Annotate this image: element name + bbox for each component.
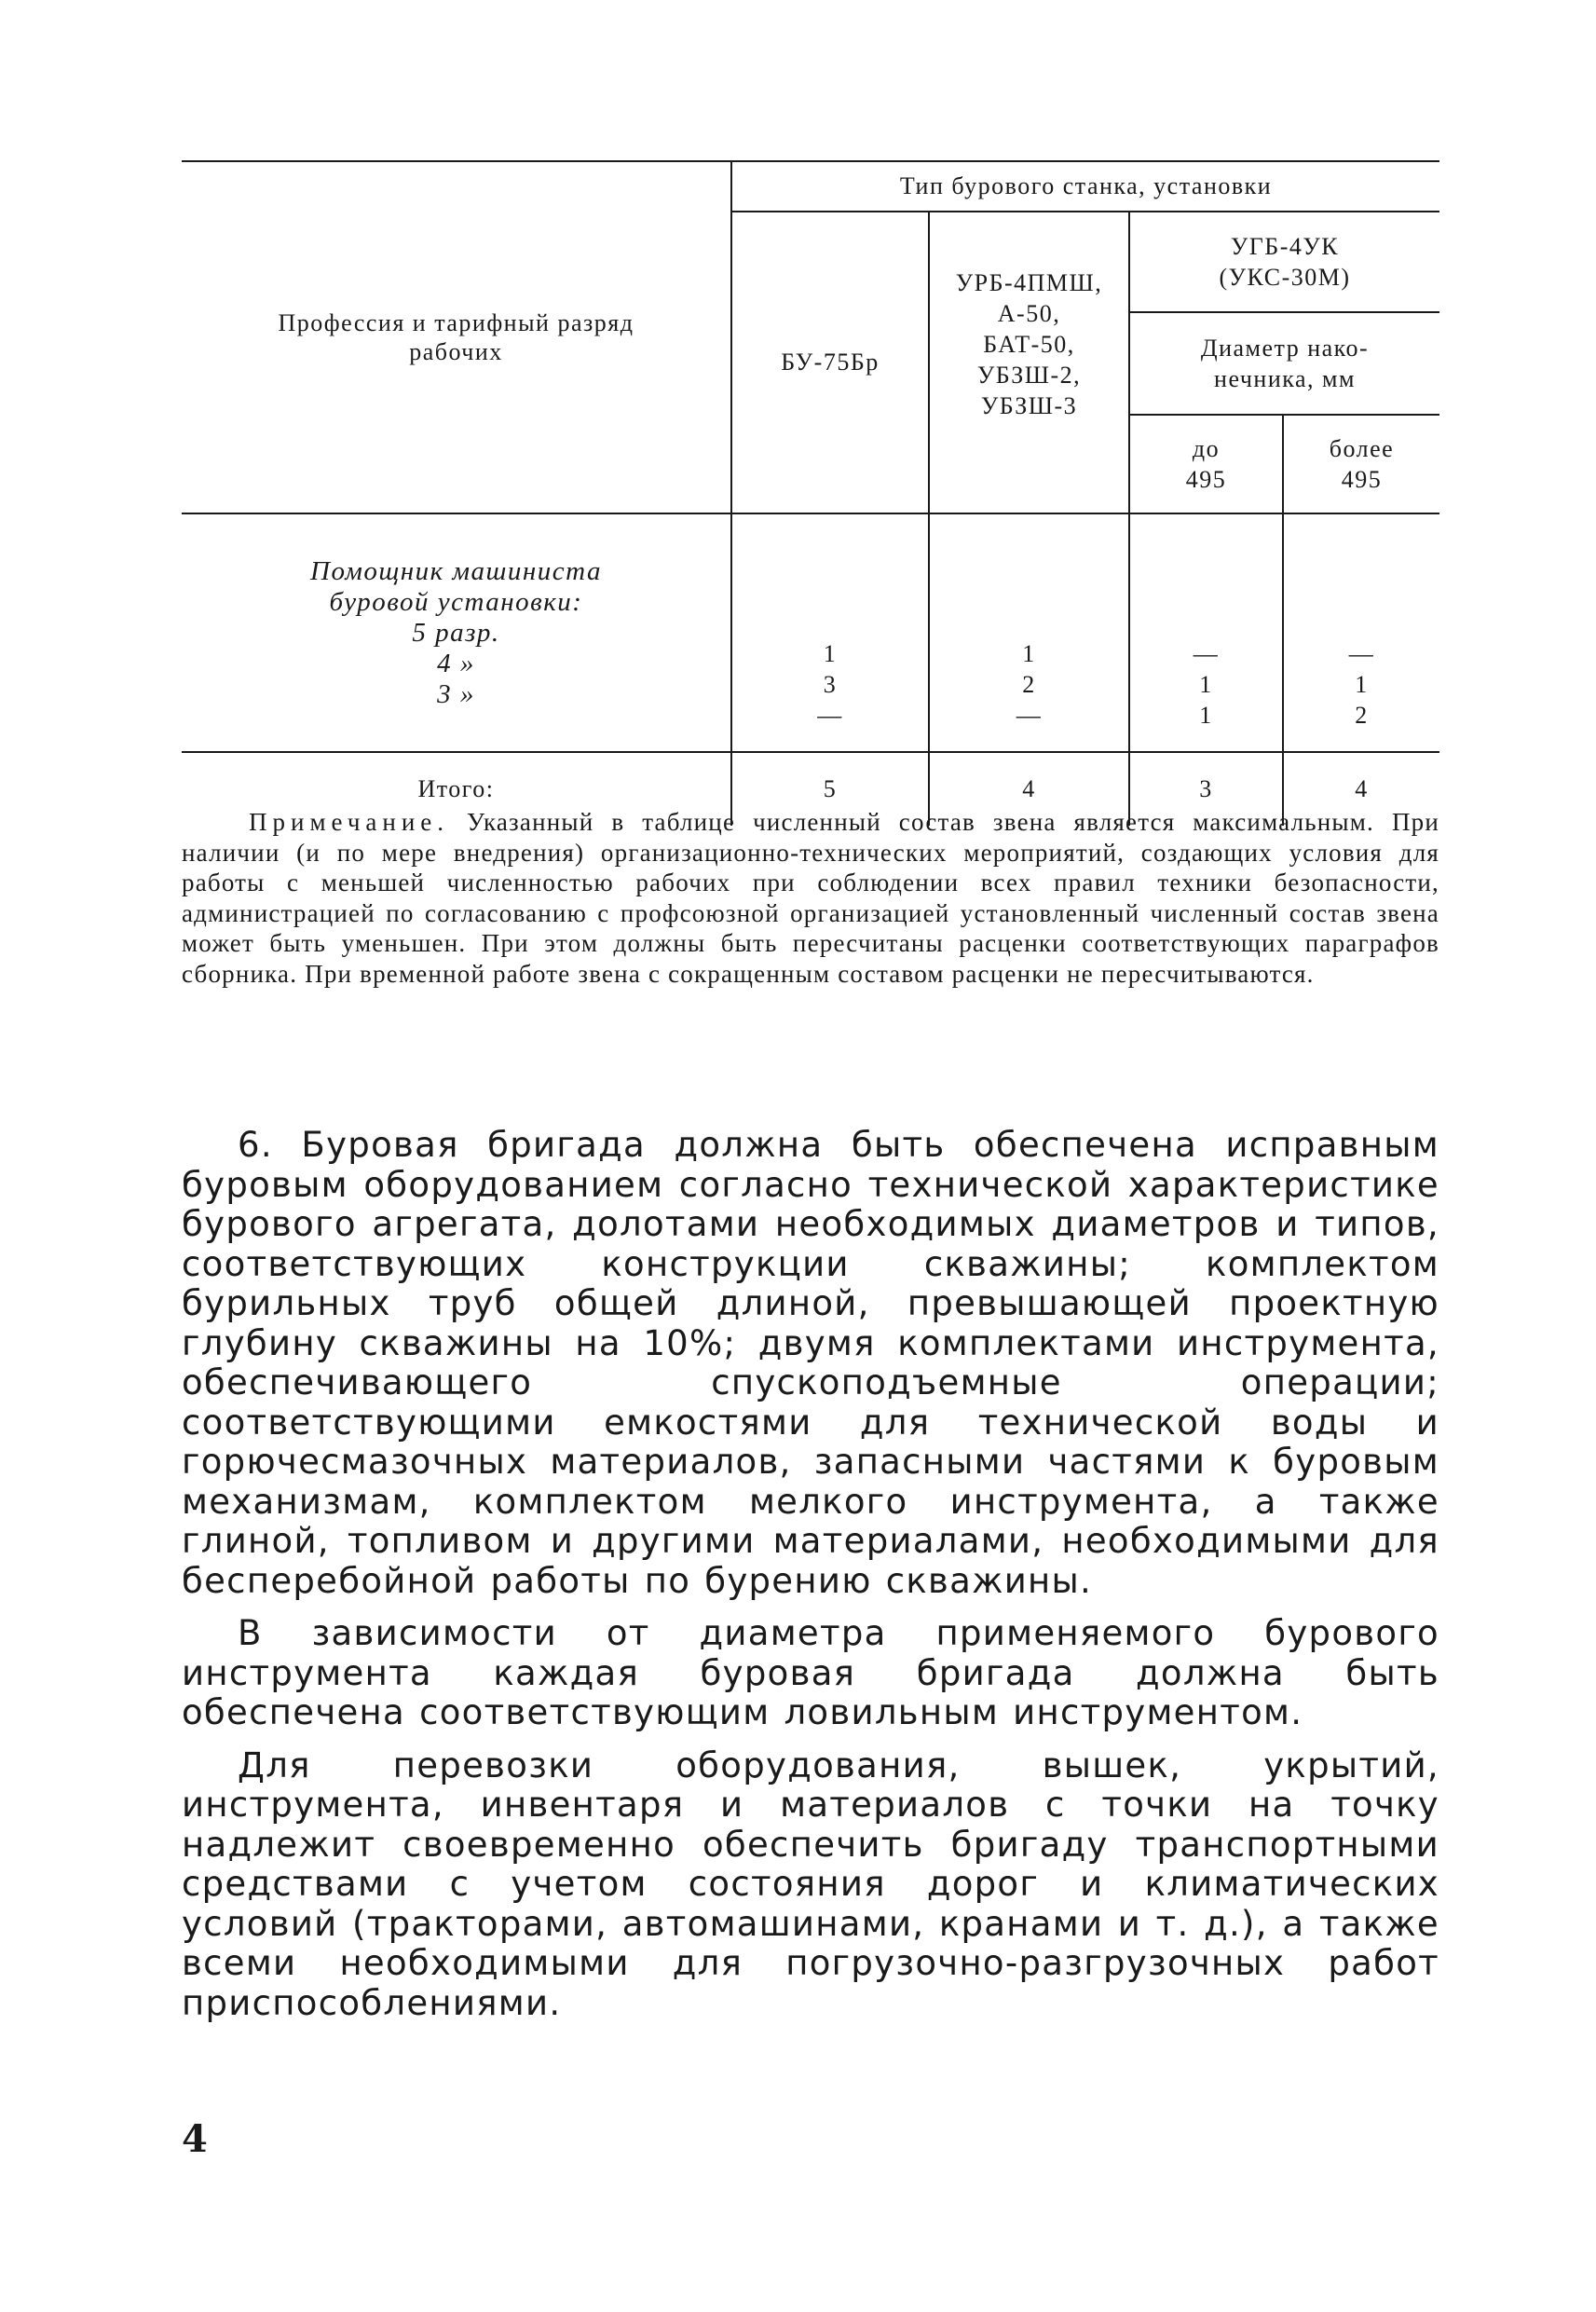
crew-composition-table — [182, 160, 1439, 826]
header-urb-line: А-50, — [997, 299, 1061, 327]
cell-value: — — [1016, 702, 1043, 729]
header-over-495 — [1283, 415, 1439, 513]
profession-grade: 3 » — [437, 678, 475, 709]
paragraph-transport: Для перевозки оборудования, вышек, укрытий, инструмента, инвентаря и материалов с точки на точку надлежит своевременно обеспечить бригаду транспортными средствами с учетом состояния дорог и климатических условий (тракторами, автомашинами, кранами и т. д.), а также всеми необходимыми для погрузочно-разгрузочных работ приспособлениями. — [182, 1744, 1439, 2023]
total-label: Итого: — [417, 775, 495, 803]
profession-grade: 5 разр. — [412, 617, 500, 648]
body-text — [182, 1126, 1439, 2036]
header-diameter-line: нечника, мм — [1214, 365, 1356, 392]
header-over-line: более — [1329, 435, 1395, 462]
header-diameter-line: Диаметр нако- — [1200, 335, 1370, 362]
header-urb-line: БАТ-50, — [983, 330, 1075, 358]
table-row — [182, 513, 1439, 752]
page-number: 4 — [182, 2117, 208, 2161]
data-bu75 — [731, 513, 929, 752]
header-bu75: БУ-75Бр — [731, 212, 929, 513]
cell-value: 2 — [1022, 671, 1036, 698]
data-upto-495 — [1129, 513, 1283, 752]
header-urb-line: УБЗШ-2, — [976, 361, 1082, 389]
header-upto-495 — [1129, 415, 1283, 513]
header-ugb-line: УГБ-4УК — [1230, 233, 1340, 260]
data-profession — [182, 513, 731, 752]
header-over-line: 495 — [1341, 466, 1383, 493]
data-over-495 — [1283, 513, 1439, 752]
header-urb-line: УРБ-4ПМШ, — [955, 268, 1103, 296]
total-over-495: 4 — [1283, 752, 1439, 826]
header-profession-text: Профессия и тарифный разряд рабочих — [278, 308, 634, 365]
profession-line: Помощник машиниста — [310, 555, 602, 586]
cell-value: — — [1348, 640, 1375, 667]
note-text: Указанный в таблице численный состав звена является максимальным. При наличии (и по мере внедрения) организационно-технических мероприятий, создающих условия для работы с меньшей численностью рабочих при соблюдении всех правил техники безопасности, администрацией по согласованию с профсоюзной организацией установленный численный состав звена может быть уменьшен. При этом должны быть пересчитаны расценки соответствующих параграфов сборника. При временной работе звена с сокращенным составом расценки не пересчитываются. — [182, 808, 1439, 988]
cell-value: — — [817, 702, 843, 729]
cell-value: 1 — [1355, 671, 1369, 698]
profession-grade: 4 » — [437, 648, 475, 678]
header-ugb-line: (УКС-30М) — [1219, 264, 1351, 291]
profession-line: буровой установки: — [329, 586, 583, 617]
cell-value: 3 — [823, 671, 838, 698]
cell-value: 1 — [1022, 640, 1036, 667]
cell-value: 2 — [1355, 702, 1369, 729]
header-ugb — [1129, 212, 1439, 312]
header-machine-type: Тип бурового станка, установки — [731, 161, 1439, 212]
header-urb-line: УБЗШ-3 — [980, 391, 1078, 419]
header-diameter — [1129, 312, 1439, 415]
note-lead: Примечание. — [249, 808, 450, 836]
header-upto-line: до — [1192, 435, 1221, 462]
total-upto-495: 3 — [1129, 752, 1283, 826]
paragraph-fishing-tools: В зависимости от диаметра применяемого бурового инструмента каждая буровая бригада должна быть обеспечена соответствующим ловильным инструментом. — [182, 1613, 1439, 1732]
header-profession — [182, 161, 731, 513]
header-upto-line: 495 — [1185, 466, 1227, 493]
table-note — [182, 807, 1439, 989]
paragraph-6: 6. Буровая бригада должна быть обеспечена исправным буровым оборудованием согласно технической характеристике бурового агрегата, долотами необходимых диаметров и типов, соответствующих конструкции скважины; комплектом бурильных труб общей длиной, превышающей проектную глубину скважины на 10%; двумя комплектами инструмента, обеспечивающего спускоподъемные операции; соответствующими емкостями для технической воды и горючесмазочных материалов, запасными частями к буровым механизмам, комплектом мелкого инструмента, а также глиной, топливом и другими материалами, необходимыми для бесперебойной работы по бурению скважины. — [182, 1125, 1439, 1601]
cell-value: 1 — [1199, 671, 1213, 698]
cell-value: 1 — [823, 640, 838, 667]
cell-value: — — [1193, 640, 1220, 667]
total-urb: 4 — [929, 752, 1129, 826]
total-bu75: 5 — [731, 752, 929, 826]
cell-value: 1 — [1199, 702, 1213, 729]
header-urb — [929, 212, 1129, 513]
data-urb — [929, 513, 1129, 752]
